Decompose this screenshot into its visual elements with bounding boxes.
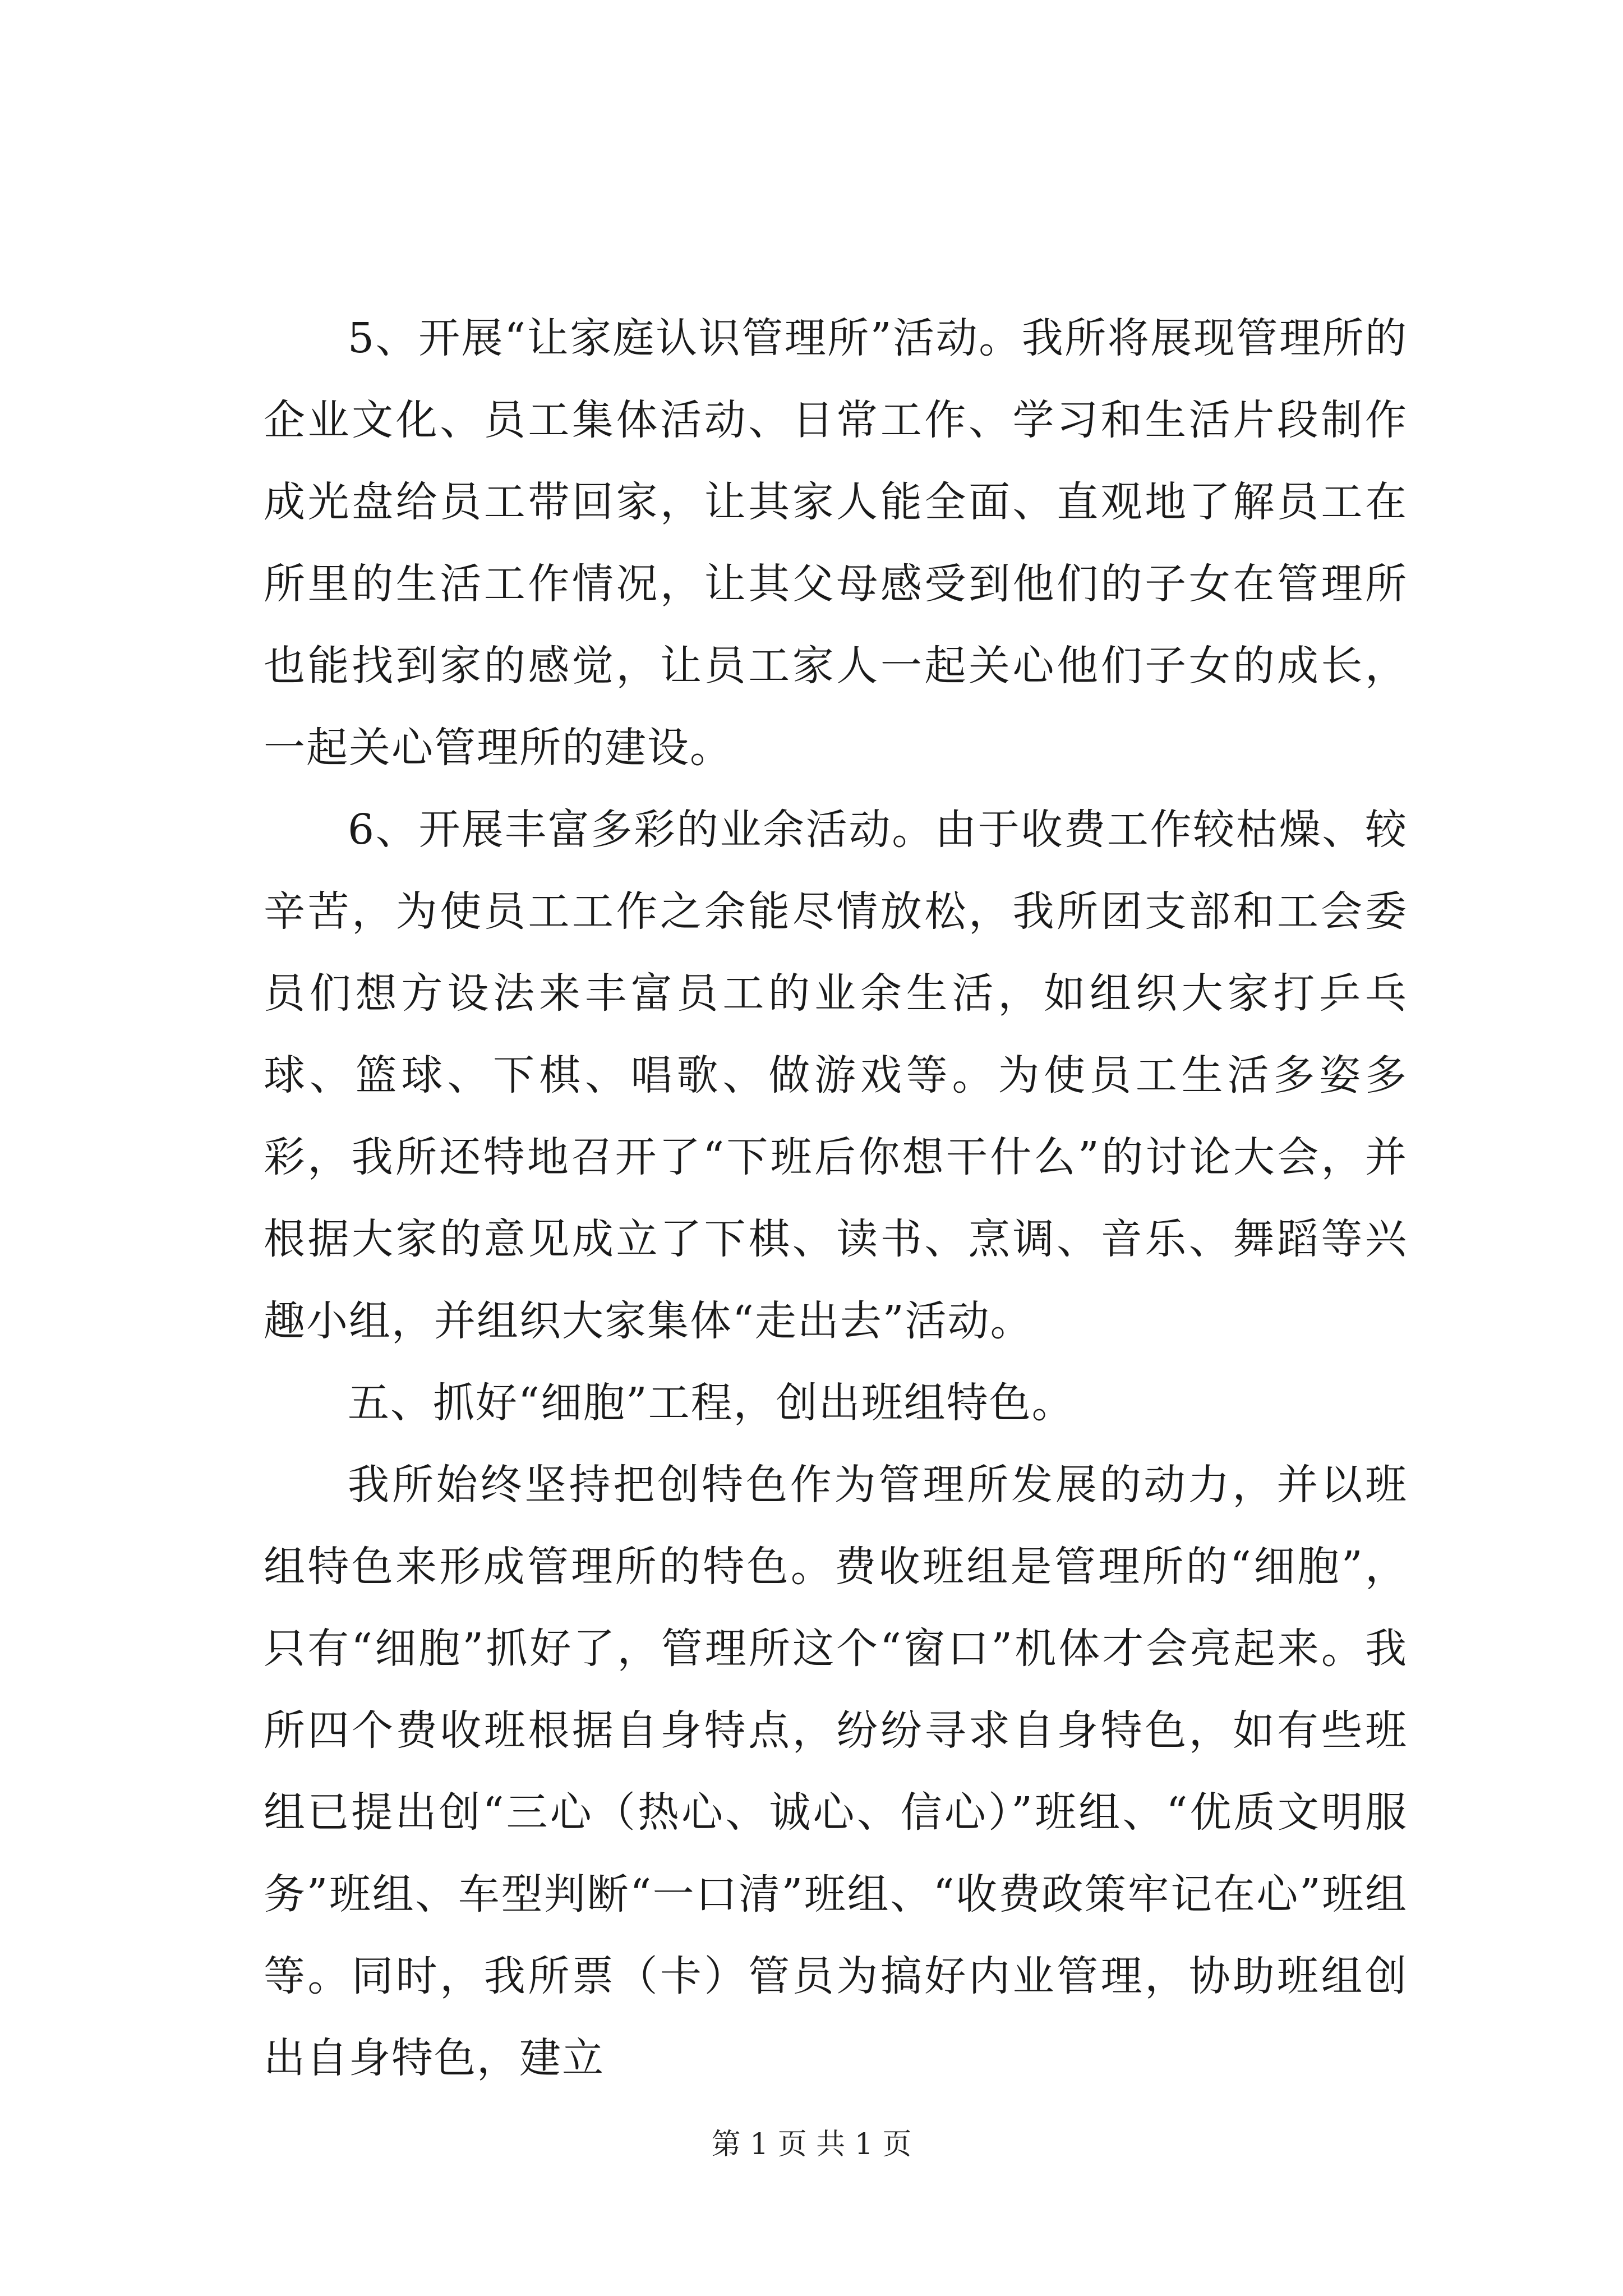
page-footer: 第 1 页 共 1 页 [711,2128,912,2161]
paragraph-leisure-activities: 6、开展丰富多彩的业余活动。由于收费工作较枯燥、较辛苦，为使员工工作之余能尽情放松，我所团支部和工会委员们想方设法来丰富员工的业余生活，如组织大家打乒乓球、篮球、下棋、唱歌、做游戏等。为使员工生活多姿多彩，我所还特地召开了“下班后你想干什么”的讨论大会，并根据大家的意见成立了下棋、读书、烹调、音乐、舞蹈等兴趣小组，并组织大家集体“走出去”活动。 [264,806,1408,1345]
paragraph-family-activity: 5、开展“让家庭认识管理所”活动。我所将展现管理所的企业文化、员工集体活动、日常工作、学习和生活片段制作成光盘给员工带回家，让其家人能全面、直观地了解员工在所里的生活工作情况，让其父母感受到他们的子女在管理所也能找到家的感觉，让员工家人一起关心他们子女的成长，一起关心管理所的建设。 [264,314,1408,772]
paragraph-team-characteristics: 我所始终坚持把创特色作为管理所发展的动力，并以班组特色来形成管理所的特色。费收班组是管理所的“细胞”，只有“细胞”抓好了，管理所这个“窗口”机体才会亮起来。我所四个费收班根据自身特点，纷纷寻求自身特色，如有些班组已提出创“三心（热心、诚心、信心）”班组、“优质文明服务”班组、车型判断“一口清”班组、“收费政策牢记在心”班组等。同时，我所票（卡）管员为搞好内业管理，协助班组创出自身特色，建立 [264,1461,1408,2082]
document-body [264,297,1408,2099]
section-heading-cell-project: 五、抓好“细胞”工程，创出班组特色。 [348,1379,1075,1427]
